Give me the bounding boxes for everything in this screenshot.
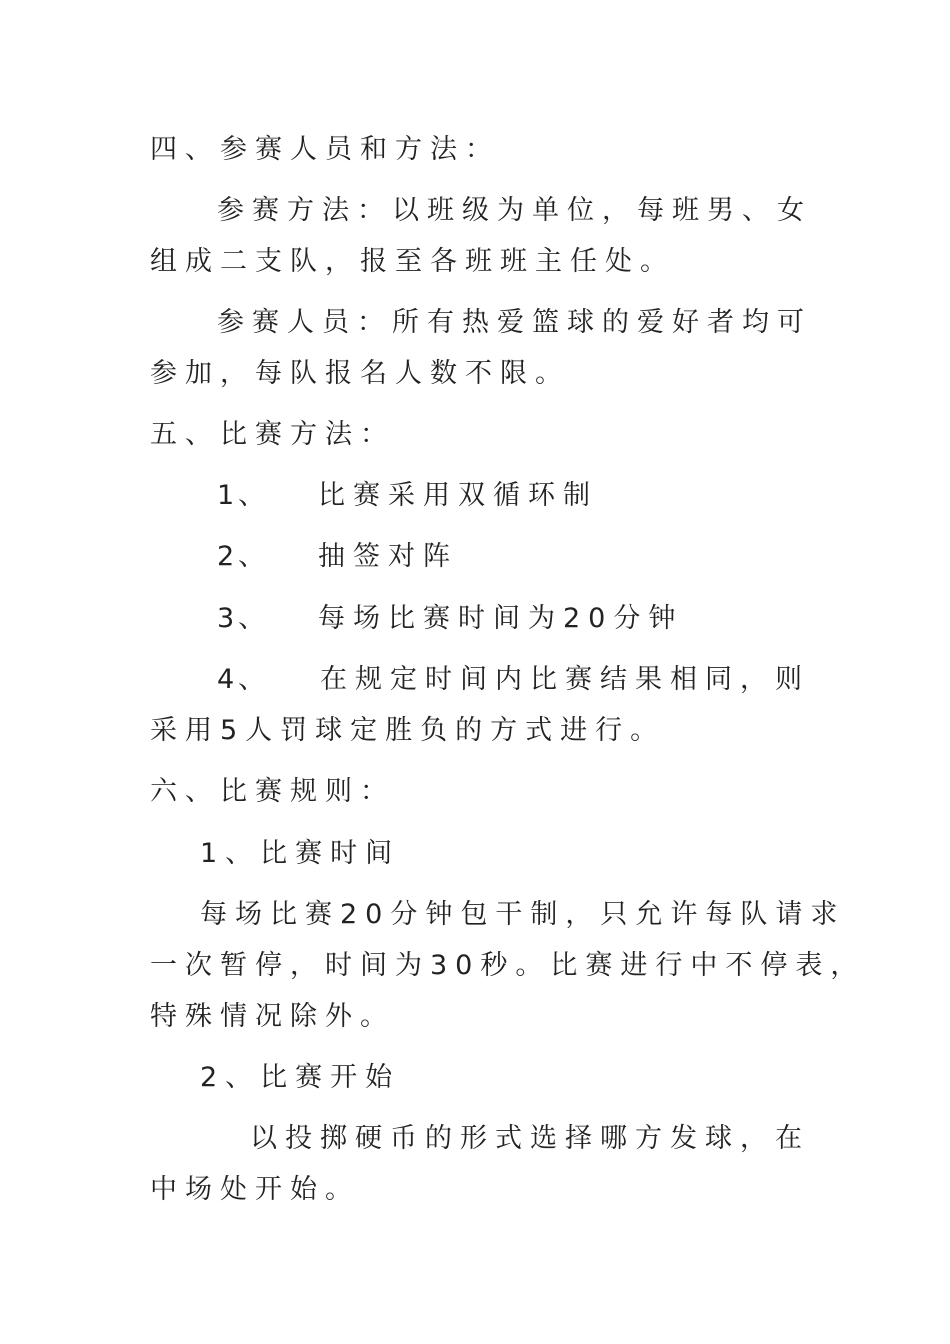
rule-1-line-1: 每场比赛20分钟包干制，只允许每队请求 bbox=[200, 899, 846, 930]
rule-1-line-3: 特殊情况除外。 bbox=[150, 1001, 395, 1032]
section-5-heading: 五、比赛方法： bbox=[150, 419, 395, 450]
method-item-2-number: 2、 bbox=[217, 541, 270, 572]
section-4-heading: 四、参赛人员和方法： bbox=[150, 134, 500, 165]
participants-line-1: 参赛人员：所有热爱篮球的爱好者均可 bbox=[217, 307, 812, 338]
method-item-1-number: 1、 bbox=[217, 480, 270, 511]
method-item-4-text: 在规定时间内比赛结果相同，则 bbox=[320, 664, 810, 695]
rule-2-line-1: 以投掷硬币的形式选择哪方发球，在 bbox=[250, 1123, 810, 1154]
rule-2-title: 2、比赛开始 bbox=[200, 1062, 401, 1093]
participation-method-line-2: 组成二支队，报至各班班主任处。 bbox=[150, 246, 675, 277]
method-item-3-number: 3、 bbox=[217, 603, 270, 634]
rule-1-line-2: 一次暂停，时间为30秒。比赛进行中不停表， bbox=[150, 950, 866, 981]
participation-method-line-1: 参赛方法：以班级为单位，每班男、女 bbox=[217, 195, 812, 226]
rule-1-title: 1、比赛时间 bbox=[200, 838, 401, 869]
section-6-heading: 六、比赛规则： bbox=[150, 776, 395, 807]
method-item-4-continuation: 采用5人罚球定胜负的方式进行。 bbox=[150, 715, 666, 746]
method-item-1-text: 比赛采用双循环制 bbox=[318, 480, 598, 511]
method-item-2-text: 抽签对阵 bbox=[318, 541, 458, 572]
participants-line-2: 参加，每队报名人数不限。 bbox=[150, 358, 570, 389]
method-item-3-text: 每场比赛时间为20分钟 bbox=[318, 603, 684, 634]
rule-2-line-2: 中场处开始。 bbox=[150, 1174, 360, 1205]
method-item-4-number: 4、 bbox=[217, 664, 270, 695]
